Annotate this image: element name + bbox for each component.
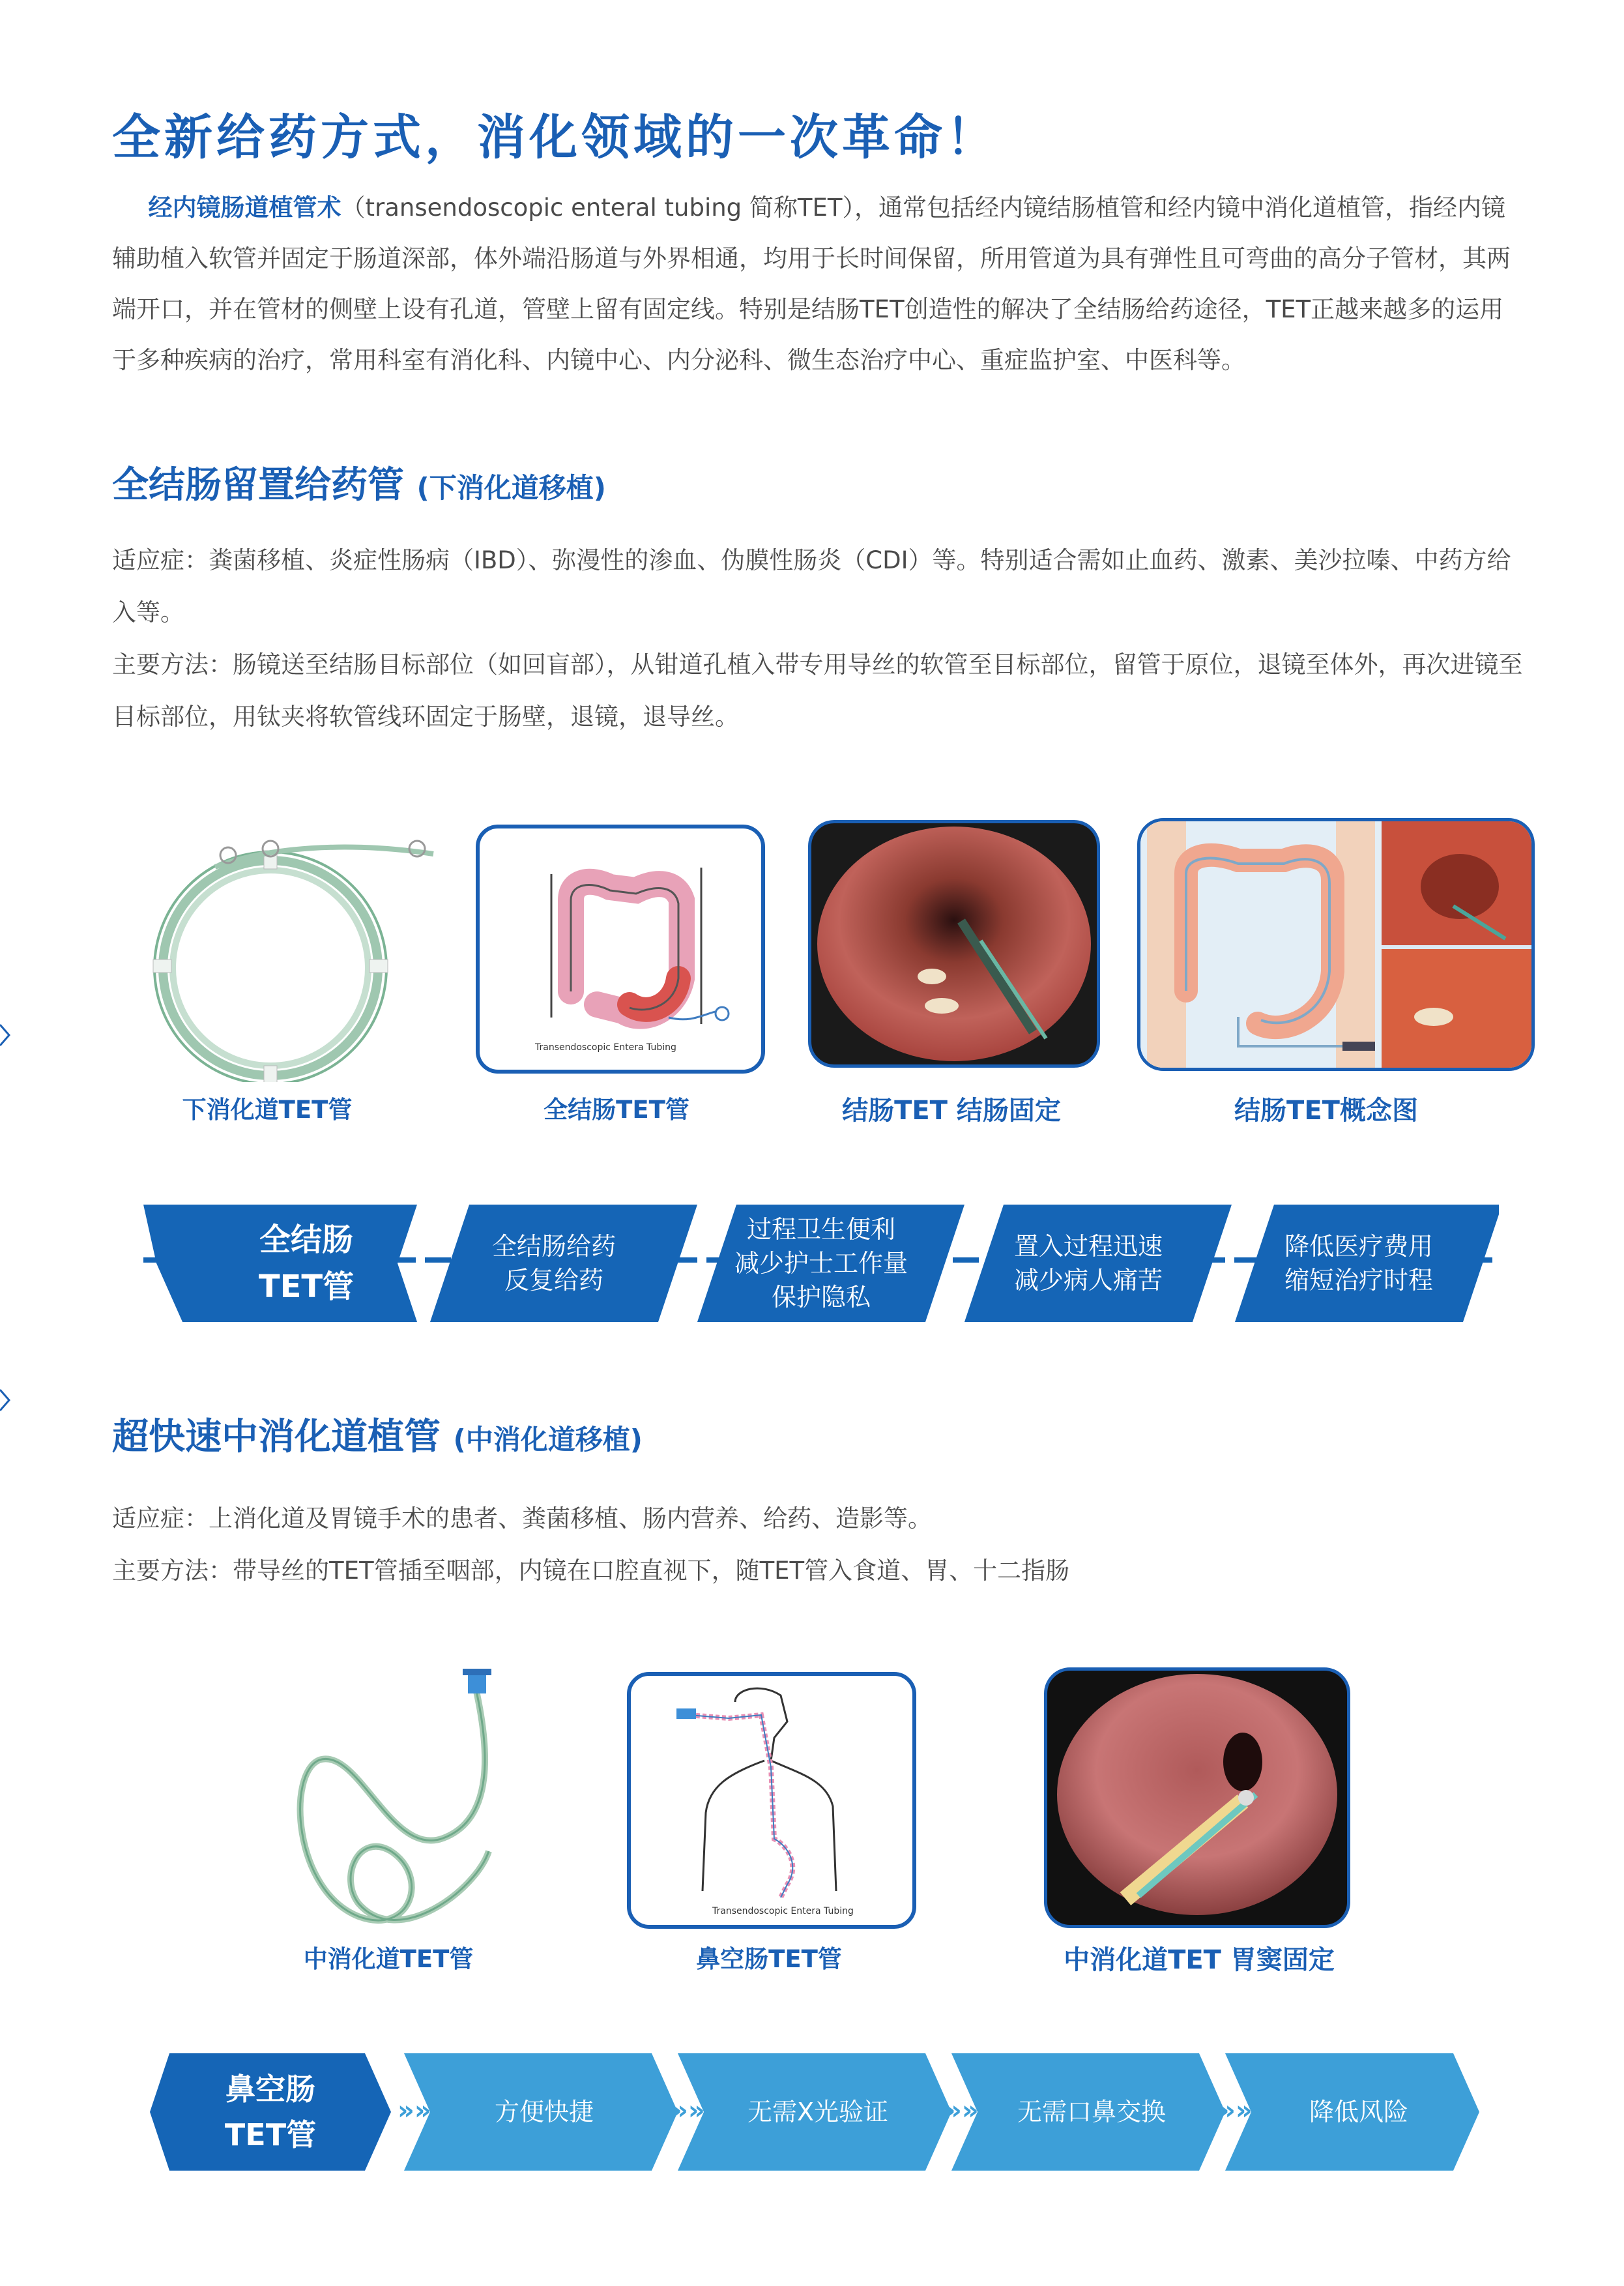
banner2-head-line2: TET管 (224, 2117, 317, 2152)
nasojejunal-diagram-label: Transendoscopic Entera Tubing (712, 1906, 854, 1916)
banner2-item: 方便快捷 (494, 2098, 594, 2126)
page-title: 全新给药方式，消化领域的一次革命！ (112, 110, 998, 166)
banner2-arrow-icon: »» (945, 2096, 979, 2126)
section2-subtitle: (中消化道移植) (453, 1424, 643, 1456)
section1-title (112, 456, 606, 508)
mid-tet-tube-image (280, 1669, 521, 1942)
colon-fixation-photo (808, 820, 1100, 1068)
intro-paragraph (112, 183, 1520, 386)
section1-subtitle: (下消化道移植) (416, 472, 606, 504)
banner1-item-line: 保护隐私 (771, 1283, 871, 1312)
caption-lower-tet-tube: 下消化道TET管 (182, 1096, 353, 1124)
banner2-head-line1: 鼻空肠 (225, 2072, 315, 2107)
banner2-arrow-icon: »» (1219, 2096, 1253, 2126)
colon-diagram-label: Transendoscopic Entera Tubing (535, 1042, 676, 1053)
banner1-item (1248, 1205, 1470, 1322)
banner1-item-line: 降低医疗费用 (1284, 1232, 1433, 1261)
banner2-item: 降低风险 (1309, 2098, 1408, 2126)
section2-title (112, 1408, 643, 1460)
coiled-tube-image (137, 834, 443, 1082)
edge-chevron-icon (0, 1022, 12, 1048)
intro-text: （transendoscopic enteral tubing 简称TET），通常包括经内镜结肠植管和经内镜中消化道植管，指经内镜辅助植入软管并固定于肠道深部，体外端沿肠道与外界相通，均用于长时间保留，所用管道为具有弹性且可弯曲的高分子管材，其两端开口，并在管材的侧壁上设有孔道，管壁上留有固定线。特别是结肠TET创造性的解决了全结肠给药途径，TET正越来越多的运用于多种疾病的治疗，常用科室有消化科、内镜中心、内分泌科、微生态治疗中心、重症监护室、中医科等。 (112, 194, 1511, 374)
antrum-fixation-photo (1044, 1667, 1350, 1928)
caption-whole-colon-tet-tube: 全结肠TET管 (544, 1096, 689, 1124)
colon-tet-diagram (476, 825, 765, 1074)
section2-title-text: 超快速中消化道植管 (112, 1416, 441, 1458)
section1-indication: 适应症：粪菌移植、炎症性肠病（IBD）、弥漫性的渗血、伪膜性肠炎（CDI）等。特别适合需如止血药、激素、美沙拉嗪、中药方给入等。 (112, 546, 1511, 626)
section1-method: 主要方法：肠镜送至结肠目标部位（如回盲部），从钳道孔植入带专用导丝的软管至目标部位，留管于原位，退镜至体外，再次进镜至目标部位，用钛夹将软管线环固定于肠壁，退镜，退导丝。 (112, 651, 1523, 731)
banner2-arrow-icon: »» (671, 2096, 705, 2126)
banner1-item (710, 1205, 932, 1322)
caption-colon-tet-concept: 结肠TET概念图 (1234, 1096, 1418, 1126)
banner1-item-line: 过程卫生便利 (746, 1215, 895, 1244)
banner2-item: 无需X光验证 (747, 2098, 889, 2126)
banner1-item-line: 置入过程迅速 (1013, 1232, 1163, 1261)
banner1-head-line2: TET管 (258, 1268, 355, 1305)
section2-method: 主要方法：带导丝的TET管插至咽部，内镜在口腔直视下，随TET管入食道、胃、十二指肠 (112, 1557, 1070, 1585)
banner1-item-line: 反复给药 (504, 1266, 603, 1295)
caption-antrum-fixation: 中消化道TET 胃窦固定 (1064, 1945, 1335, 1975)
nasojejunal-diagram (627, 1672, 916, 1929)
caption-colon-fixation: 结肠TET 结肠固定 (842, 1096, 1061, 1126)
caption-mid-tet-tube: 中消化道TET管 (303, 1945, 474, 1973)
banner1-item-line: 缩短治疗时程 (1284, 1266, 1433, 1295)
banner1-item-line: 减少护士工作量 (734, 1249, 908, 1278)
edge-chevron-icon (0, 1387, 12, 1413)
section2-indication: 适应症：上消化道及胃镜手术的患者、粪菌移植、肠内营养、给药、造影等。 (112, 1504, 932, 1532)
banner1-item-line: 全结肠给药 (491, 1232, 616, 1261)
banner2-head (169, 2053, 371, 2171)
banner1-head (196, 1205, 417, 1322)
caption-nasojejunal-tet-tube: 鼻空肠TET管 (696, 1945, 842, 1973)
banner2-arrow-icon: »» (398, 2096, 431, 2126)
banner1-head-line1: 全结肠 (259, 1222, 353, 1258)
colon-tet-concept-image (1137, 818, 1535, 1071)
banner1-item (978, 1205, 1199, 1322)
section1-title-text: 全结肠留置给药管 (112, 464, 404, 506)
banner2-item: 无需口鼻交换 (1017, 2098, 1166, 2126)
banner1-item-line: 减少病人痛苦 (1013, 1266, 1163, 1295)
banner1-item (443, 1205, 665, 1322)
intro-lead: 经内镜肠道植管术 (148, 194, 341, 222)
